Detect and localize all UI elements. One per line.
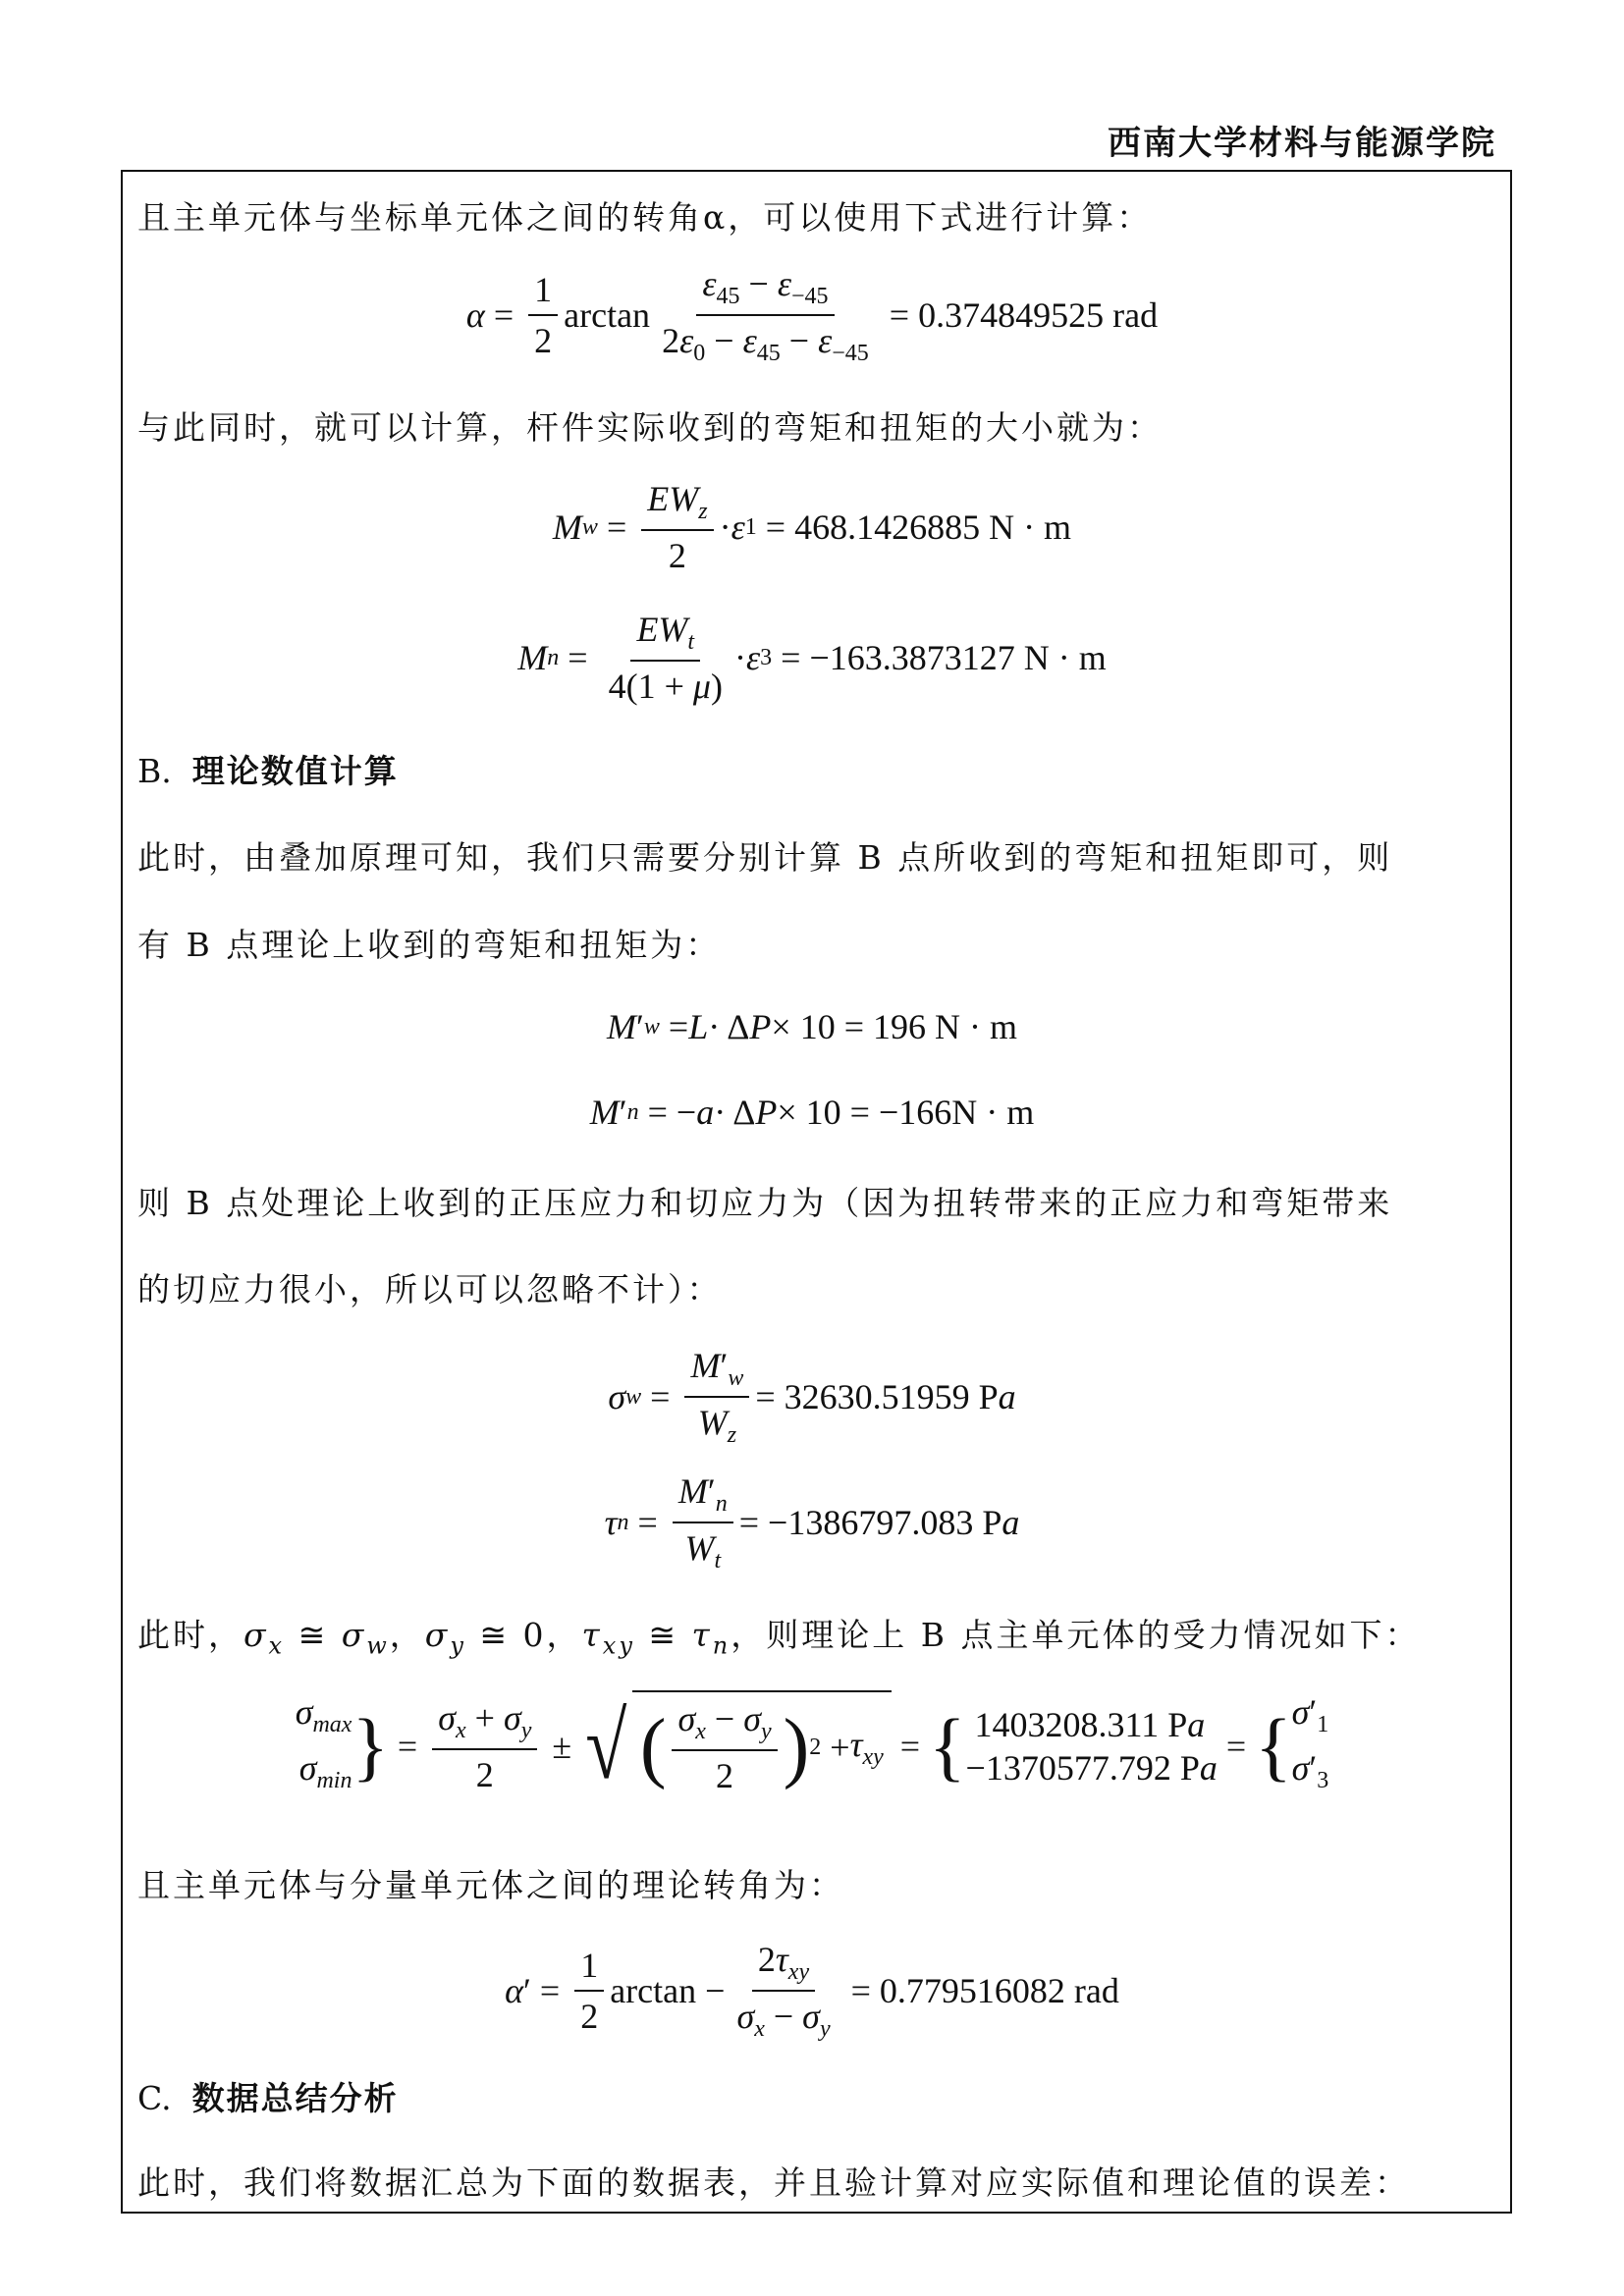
paragraph-2: 与此同时，就可以计算，杆件实际收到的弯矩和扭矩的大小就为： xyxy=(137,408,1163,447)
fraction-strain: $\frac{\varepsilon_{45} - \varepsilon_{-45}}{2\varepsilon_0 - \varepsilon_{45} - \varepsilon_{-45}}$ xyxy=(662,264,869,367)
paragraph-7: 此时，$\sigma_x$ ≅ $\sigma_w$，$\sigma_y$ ≅ 0，$\tau_{xy}$ ≅ $\tau_n$，则理论上 B 点主单元体的受力情况如下： xyxy=(137,1616,1421,1660)
paragraph-4: 有 B 点理论上收到的弯矩和扭矩为： xyxy=(137,926,722,964)
section-c-title: 数据总结分析 xyxy=(191,2079,399,2117)
equation-sigma-w: σ w = $\frac{M'_w}{W_z}$ = 32630.51959 P a xyxy=(608,1346,1016,1449)
paragraph-3: 此时，由叠加原理可知，我们只需要分别计算 B 点所收到的弯矩和扭矩即可，则 xyxy=(137,838,1393,877)
paragraph-1: 且主单元体与坐标单元体之间的转角α，可以使用下式进行计算： xyxy=(137,198,1153,237)
section-b-letter: B. xyxy=(137,752,172,790)
equation-mn-prime: M ′ n = − a · Δ P × 10 = −166N · m xyxy=(589,1093,1035,1132)
principal-labels: $\sigma'_1$ $\sigma'_3$ xyxy=(1291,1692,1329,1794)
section-b-title: 理论数值计算 xyxy=(191,752,399,790)
section-b-heading xyxy=(137,746,399,792)
equation-alpha: α = $\frac{1}{2}$ arctan $\frac{\varepsilon_{45} - \varepsilon_{-45}}{2\varepsilon_0 - \varepsilon_{45} - \varepsilon_{-45}}$ = 0.374849525 rad xyxy=(465,264,1159,367)
section-c-heading xyxy=(137,2073,399,2119)
equation-alpha-prime: α ′ = $\frac{1}{2}$ arctan − $\frac{2\tau_{xy}}{\sigma_x - \sigma_y}$ = 0.779516082 rad xyxy=(505,1940,1119,2043)
paragraph-9: 此时，我们将数据汇总为下面的数据表，并且验计算对应实际值和理论值的误差： xyxy=(137,2163,1410,2202)
fraction-mw-wz: $\frac{M'_w}{W_z}$ xyxy=(684,1345,749,1449)
equation-mw-prime: M ′ w = L · Δ P × 10 = 196 N · m xyxy=(607,1007,1017,1046)
square-root: √ ( $\frac{\sigma_x - \sigma_y}{2}$ ) 2 + $\tau_{xy}$ xyxy=(580,1696,892,1796)
equation-tau-n: τ n = $\frac{M'_n}{W_t}$ = −1386797.083 P a xyxy=(604,1471,1020,1575)
fraction-mn-wt: $\frac{M'_n}{W_t}$ xyxy=(673,1470,733,1575)
fraction-ewt: $\frac{EW_t}{4(1 + \mu)}$ xyxy=(608,610,723,707)
equation-principal-stress: $\sigma_{max}$ $\sigma_{min}$ } = $\frac{\sigma_x + \sigma_y}{2}$ ± √ ( $\frac{\sigma_x - \sigma_y}{2}$ ) 2 + $\tau_{xy}$ = { 1403208.311 Pa −1370577.792 Pa = { $\sigma'_1$ $\sigma'_3$ xyxy=(0,1690,1624,1802)
fraction-half: $\frac{1}{2}$ xyxy=(528,269,558,361)
principal-values: 1403208.311 Pa −1370577.792 Pa xyxy=(965,1705,1218,1789)
page-header: 西南大学材料与能源学院 xyxy=(1108,124,1496,163)
section-c-letter: C. xyxy=(137,2079,172,2117)
equation-mw: M w = $\frac{EW_z}{2}$ · ε 1 = 468.1426885 N · m xyxy=(552,479,1072,576)
paragraph-6: 的切应力很小，所以可以忽略不计）： xyxy=(137,1270,723,1308)
sigma-max-min: $\sigma_{max}$ $\sigma_{min}$ xyxy=(295,1692,352,1794)
equation-mn: M n = $\frac{EW_t}{4(1 + \mu)}$ · ε 3 = −163.3873127 N · m xyxy=(517,610,1107,707)
paragraph-5: 则 B 点处理论上收到的正压应力和切应力为（因为扭转带来的正应力和弯矩带来 xyxy=(137,1184,1393,1222)
fraction-ewz: $\frac{EW_z}{2}$ xyxy=(641,478,713,576)
fraction-sigma-sum: $\frac{\sigma_x + \sigma_y}{2}$ xyxy=(432,1697,537,1795)
fraction-tau-sigma: $\frac{2\tau_{xy}}{\sigma_x - \sigma_y}$ xyxy=(736,1940,831,2043)
paragraph-8: 且主单元体与分量单元体之间的理论转角为： xyxy=(137,1866,844,1904)
